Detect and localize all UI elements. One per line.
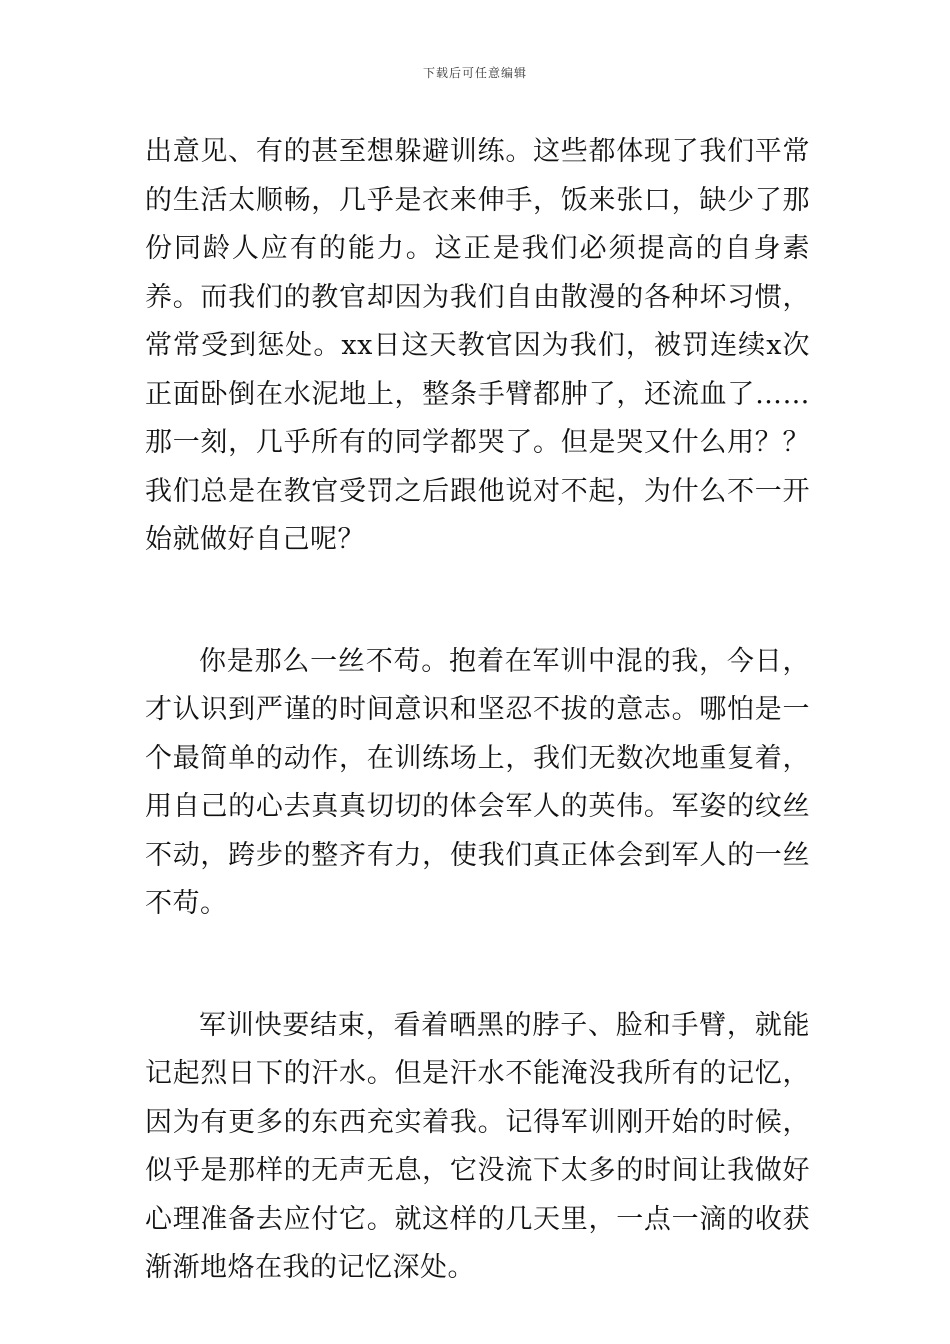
paragraph-3: 军训快要结束，看着晒黑的脖子、脸和手臂，就能记起烈日下的汗水。但是汗水不能淹没我所有的记忆，因为有更多的东西充实着我。记得军训刚开始的时候，似乎是那样的无声无息，它没流下太多的时间让我做好心理准备去应付它。就这样的几天里，一点一滴的收获渐渐地烙在我的记忆深处。 [145, 1009, 810, 1283]
paragraph-2: 你是那么一丝不苟。抱着在军训中混的我，今日，才认识到严谨的时间意识和坚忍不拔的意志。哪怕是一个最简单的动作，在训练场上，我们无数次地重复着，用自己的心去真真切切的体会军人的英伟。军姿的纹丝不动，跨步的整齐有力，使我们真正体会到军人的一丝不苟。 [145, 645, 810, 919]
paragraph-gap [145, 929, 810, 1002]
paragraph-1: 出意见、有的甚至想躲避训练。这些都体现了我们平常的生活太顺畅，几乎是衣来伸手，饭来张口，缺少了那份同龄人应有的能力。这正是我们必须提高的自身素养。而我们的教官却因为我们自由散漫的各种坏习惯，常常受到惩处。xx日这天教官因为我们，被罚连续x次正面卧倒在水泥地上，整条手臂都肿了，还流血了……那一刻，几乎所有的同学都哭了。但是哭又什么用？？我们总是在教官受罚之后跟他说对不起，为什么不一开始就做好自己呢？ [145, 136, 810, 555]
paragraph-gap [145, 565, 810, 638]
header-note: 下载后可任意编辑 [422, 66, 527, 80]
document-body [145, 128, 810, 1293]
